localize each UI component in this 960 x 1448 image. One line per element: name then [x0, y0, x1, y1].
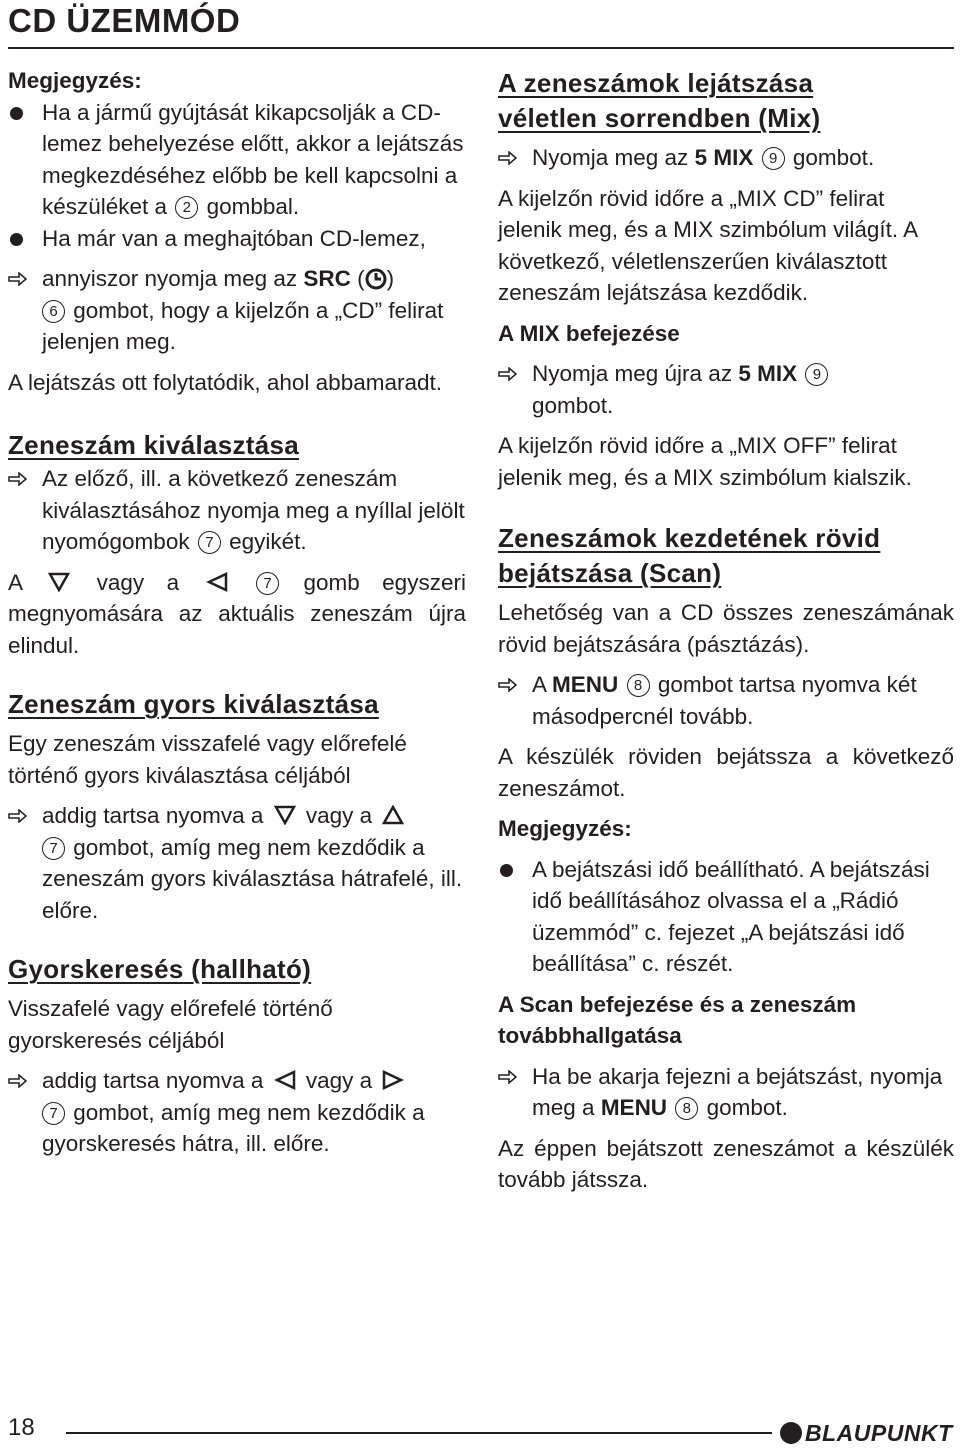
arrow-right-icon — [8, 1074, 28, 1088]
button-number-badge: 7 — [198, 531, 221, 554]
paragraph: A kijelzőn rövid időre a „MIX OFF” felirat jelenik meg, és a MIX szimbólum kialszik. — [498, 433, 912, 490]
arrow-right-icon — [8, 472, 28, 486]
arrow-right-icon — [498, 1070, 518, 1084]
paragraph: Visszafelé vagy előrefelé történő gyorskeresés céljából — [8, 996, 333, 1053]
instruction-step: addig tartsa nyomva a vagy a 7 gombot, amíg meg nem kezdődik a zeneszám gyors kiválasztása hátrafelé, ill. előre. — [8, 800, 466, 926]
arrow-right-icon — [8, 272, 28, 286]
up-triangle-icon — [382, 805, 404, 825]
arrow-right-icon — [498, 151, 518, 165]
brand-name: BLAUPUNKT — [805, 1419, 953, 1446]
button-number-badge: 8 — [627, 674, 650, 697]
list-item: A bejátszási idő beállítható. A bejátszási idő beállításához olvassa el a „Rádió üzemmód” c. fejezet „A bejátszási idő beállítása” c. részét. — [498, 854, 954, 980]
right-triangle-icon — [382, 1070, 404, 1090]
title-rule — [8, 47, 954, 49]
arrow-right-icon — [8, 809, 28, 823]
subheading: A MIX befejezése — [498, 320, 680, 346]
paragraph: Az éppen bejátszott zeneszámot a készülék tovább játssza. — [498, 1135, 954, 1192]
instruction-step: Ha be akarja fejezni a bejátszást, nyomja meg a MENU 8 gombot. — [498, 1061, 954, 1124]
button-number-badge: 7 — [42, 1102, 65, 1125]
logo-dot-icon — [780, 1422, 802, 1444]
arrow-right-icon — [498, 367, 518, 381]
paragraph: A készülék röviden bejátssza a következő zeneszámot. — [498, 744, 954, 801]
right-column — [498, 56, 954, 1196]
bullet-icon — [10, 233, 23, 246]
button-number-badge: 2 — [175, 196, 198, 219]
paragraph: Lehetőség van a CD összes zeneszámának rövid bejátszására (pásztázás). — [498, 600, 954, 657]
section-heading: Zeneszám gyors kiválasztása — [8, 689, 379, 719]
button-number-badge: 9 — [762, 147, 785, 170]
bullet-icon — [10, 107, 23, 120]
subheading: A Scan befejezése és a zeneszám továbbhallgatása — [498, 991, 857, 1048]
arrow-right-icon — [498, 678, 518, 692]
bullet-icon — [500, 864, 513, 877]
instruction-step: addig tartsa nyomva a vagy a 7 gombot, amíg meg nem kezdődik a gyorskeresés hátra, ill. előre. — [8, 1065, 466, 1160]
instruction-step: A MENU 8 gombot tartsa nyomva két másodpercnél tovább. — [498, 669, 954, 732]
instruction-step: annyiszor nyomja meg az SRC ( ) 6 gombot, hogy a kijelzőn a „CD” felirat jelenjen meg. — [8, 263, 466, 358]
list-item: Ha a jármű gyújtását kikapcsolják a CD-lemez behelyezése előtt, akkor a lejátszás megkezdéséhez előbb be kell kapcsolni a készüléket a 2 gombbal. — [8, 97, 466, 223]
section-heading: Gyorskeresés (hallható) — [8, 954, 312, 984]
button-number-badge: 6 — [42, 300, 65, 323]
section-heading: A zeneszámok lejátszása véletlen sorrendben (Mix) — [498, 68, 821, 133]
left-column — [8, 56, 466, 1160]
button-number-badge: 9 — [805, 363, 828, 386]
paragraph: A vagy a 7 gomb egyszeri megnyomására az aktuális zeneszám újra elindul. — [8, 569, 466, 658]
page-number: 18 — [8, 1414, 35, 1441]
left-triangle-icon — [274, 1070, 296, 1090]
down-triangle-icon — [48, 572, 70, 592]
down-triangle-icon — [274, 805, 296, 825]
section-heading: Zeneszám kiválasztása — [8, 430, 300, 460]
brand-logo — [780, 1418, 953, 1448]
button-number-badge: 7 — [42, 837, 65, 860]
page-title: CD ÜZEMMÓD — [8, 2, 241, 39]
instruction-step: Az előző, ill. a következő zeneszám kiválasztásához nyomja meg a nyíllal jelölt nyomógombok 7 egyikét. — [8, 463, 466, 558]
power-clock-icon — [365, 268, 387, 290]
button-number-badge: 7 — [256, 572, 279, 595]
section-heading: Zeneszámok kezdetének rövid bejátszása (Scan) — [498, 523, 881, 588]
footer-rule — [66, 1432, 772, 1434]
instruction-step: Nyomja meg újra az 5 MIX 9 gombot. — [498, 358, 954, 421]
note-label: Megjegyzés: — [498, 816, 632, 841]
paragraph: A kijelzőn rövid időre a „MIX CD” felirat jelenik meg, és a MIX szimbólum világít. A következő, véletlenszerűen kiválasztott zeneszám lejátszása kezdődik. — [498, 185, 917, 305]
paragraph: Egy zeneszám visszafelé vagy előrefelé történő gyors kiválasztása céljából — [8, 731, 407, 788]
button-number-badge: 8 — [675, 1097, 698, 1120]
list-item: Ha már van a meghajtóban CD-lemez, — [8, 223, 466, 255]
left-triangle-icon — [206, 572, 228, 592]
instruction-step: Nyomja meg az 5 MIX 9 gombot. — [498, 142, 954, 174]
note-label: Megjegyzés: — [8, 68, 142, 93]
paragraph: A lejátszás ott folytatódik, ahol abbamaradt. — [8, 369, 443, 395]
